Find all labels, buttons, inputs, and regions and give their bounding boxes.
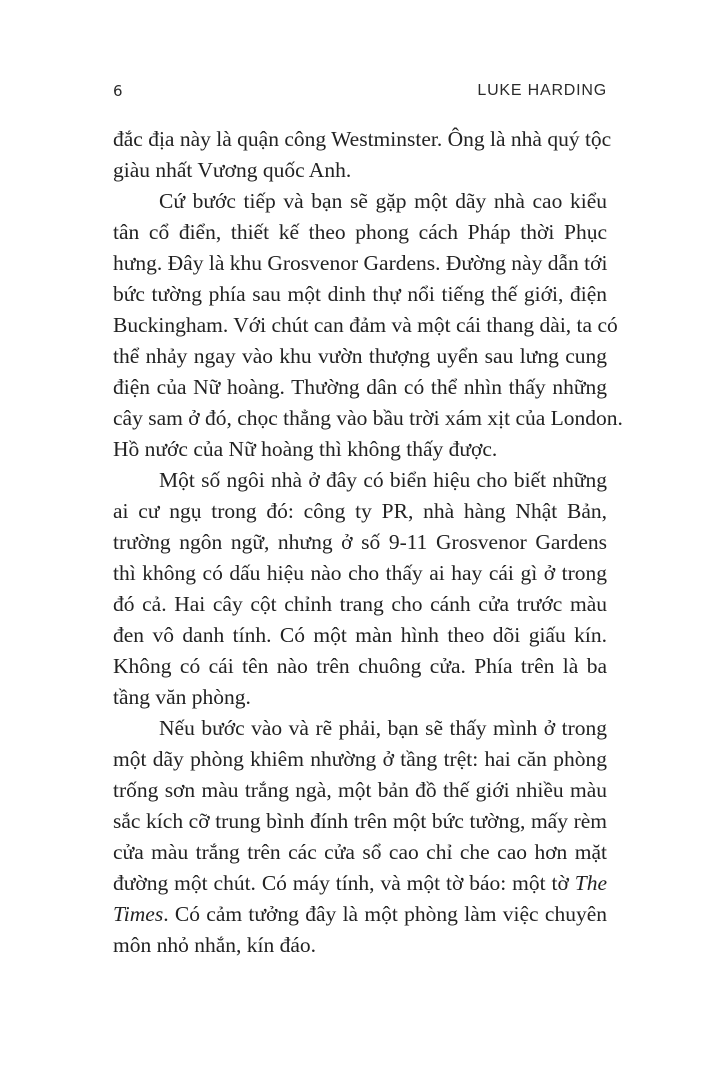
- text-line: [113, 837, 607, 868]
- text-line: [113, 744, 607, 775]
- text-line: [113, 930, 607, 961]
- italic-title: The: [574, 871, 607, 895]
- line-text: một dãy phòng khiêm nhường ở tầng trệt: hai căn phòng: [113, 747, 607, 771]
- line-text: giàu nhất Vương quốc Anh.: [113, 158, 352, 182]
- text-line: [113, 279, 607, 310]
- line-text: cây sam ở đó, chọc thẳng vào bầu trời xám xịt của London.: [113, 406, 623, 430]
- line-text: bức tường phía sau một dinh thự nổi tiếng thế giới, điện: [113, 282, 607, 306]
- line-text: Cứ bước tiếp và bạn sẽ gặp một dãy nhà cao kiểu: [159, 189, 607, 213]
- line-text: trống sơn màu trắng ngà, một bản đồ thế giới nhiều màu: [113, 778, 607, 802]
- line-text: đắc địa này là quận công Westminster. Ông là nhà quý tộc: [113, 127, 612, 151]
- text-line: [113, 713, 607, 744]
- line-text: Một số ngôi nhà ở đây có biển hiệu cho biết những: [159, 468, 607, 492]
- text-line: [113, 434, 607, 465]
- line-text: ai cư ngụ trong đó: công ty PR, nhà hàng Nhật Bản,: [113, 499, 607, 523]
- line-text: đen vô danh tính. Có một màn hình theo dõi giấu kín.: [113, 623, 607, 647]
- line-text: đường một chút. Có máy tính, và một tờ báo: một tờ: [113, 871, 575, 895]
- line-text: sắc kích cỡ trung bình đính trên một bức tường, mấy rèm: [113, 809, 607, 833]
- line-text: Hồ nước của Nữ hoàng thì không thấy được.: [113, 437, 498, 461]
- text-line: [113, 341, 607, 372]
- text-line: [113, 465, 607, 496]
- text-line: [113, 403, 623, 434]
- text-line: [113, 186, 607, 217]
- text-line: [113, 868, 607, 899]
- text-line: [113, 899, 607, 930]
- line-text: trường ngôn ngữ, nhưng ở số 9-11 Grosvenor Gardens: [113, 530, 607, 554]
- text-line: [113, 775, 607, 806]
- text-line: [113, 527, 607, 558]
- running-header: [113, 80, 607, 104]
- line-text: môn nhỏ nhắn, kín đáo.: [113, 933, 317, 957]
- line-text: Buckingham. Với chút can đảm và một cái thang dài, ta có: [113, 313, 618, 337]
- line-text: Không có cái tên nào trên chuông cửa. Phía trên là ba: [113, 654, 607, 678]
- text-line: [113, 589, 607, 620]
- text-line: [113, 496, 607, 527]
- line-text: thì không có dấu hiệu nào cho thấy ai hay cái gì ở trong: [113, 561, 607, 585]
- text-line: [113, 558, 607, 589]
- body-text: [113, 124, 623, 961]
- text-line: [113, 310, 618, 341]
- line-text: tầng văn phòng.: [113, 685, 251, 709]
- line-text: điện của Nữ hoàng. Thường dân có thể nhìn thấy những: [113, 375, 607, 399]
- text-line: [113, 248, 607, 279]
- text-line: [113, 620, 607, 651]
- page-number: 6: [113, 82, 124, 100]
- line-text: tân cổ điển, thiết kế theo phong cách Pháp thời Phục: [113, 220, 607, 244]
- text-line: [113, 155, 607, 186]
- line-text: . Có cảm tưởng đây là một phòng làm việc chuyên: [163, 902, 607, 926]
- text-line: [113, 217, 607, 248]
- line-text: cửa màu trắng trên các cửa sổ cao chỉ che cao hơn mặt: [113, 840, 607, 864]
- text-line: [113, 651, 607, 682]
- running-title: LUKE HARDING: [477, 82, 607, 99]
- line-text: Nếu bước vào và rẽ phải, bạn sẽ thấy mình ở trong: [159, 716, 607, 740]
- text-line: [113, 372, 607, 403]
- text-line: [113, 806, 607, 837]
- italic-title: Times: [113, 902, 164, 926]
- text-line: [113, 682, 607, 713]
- line-text: thể nhảy ngay vào khu vườn thượng uyển sau lưng cung: [113, 344, 607, 368]
- line-text: đó cả. Hai cây cột chỉnh trang cho cánh cửa trước màu: [113, 592, 607, 616]
- line-text: hưng. Đây là khu Grosvenor Gardens. Đường này dẫn tới: [113, 251, 608, 275]
- text-line: [113, 124, 612, 155]
